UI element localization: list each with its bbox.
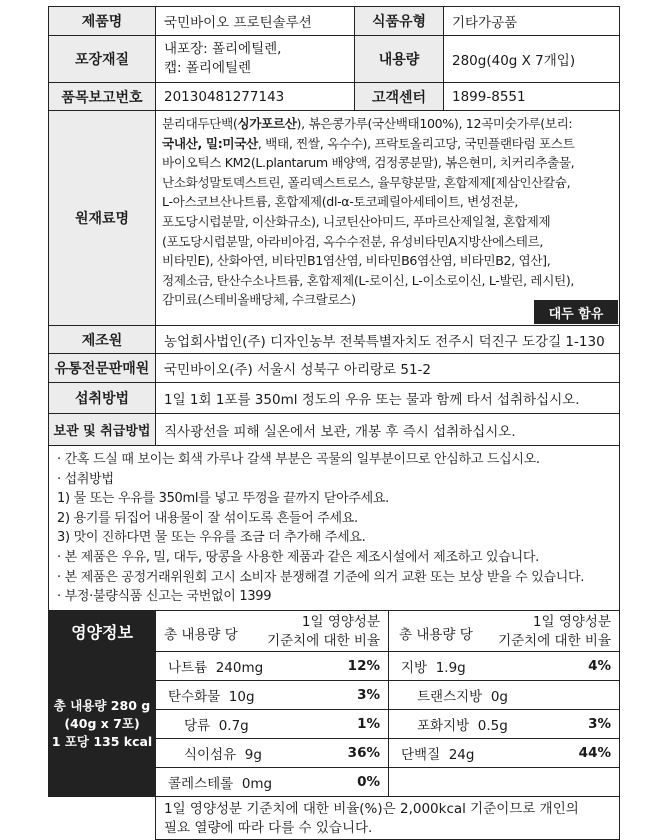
- nutrient-row-trans-fat: [388, 680, 620, 710]
- nutrient-pct: 36%: [347, 745, 380, 761]
- intake-label: 섭취방법: [48, 382, 156, 414]
- nutrient-pct: 3%: [588, 716, 611, 732]
- nutrition-summary: [48, 651, 156, 797]
- nutrient-row-fiber: [155, 738, 389, 768]
- ingredient-line: L-아스코브산나트륨, 혼합제제(dl-α-토코페릴아세테이트, 변성전분,: [162, 194, 518, 210]
- food-type-label: 식품유형: [354, 6, 444, 36]
- header-pct-line2: 기준치에 대한 비율: [498, 633, 611, 649]
- nutrient-pct: 12%: [347, 658, 380, 674]
- nutrient-row-sugars: [155, 709, 389, 739]
- nutrient-name-amount: 탄수화물 10g: [168, 689, 255, 705]
- ingredient-line: 비타민E), 산화아연, 비타민B1염산염, 비타민B6염산염, 비타민B2, 엽산],: [162, 253, 551, 269]
- footnote-line1: 1일 영양성분 기준치에 대한 비율(%)은 2,000kcal 기준이므로 개인의: [164, 801, 579, 817]
- nutrient-name-amount: 트랜스지방 0g: [417, 689, 508, 705]
- product-name-value: 국민바이오 프로틴솔루션: [155, 6, 355, 36]
- nutrient-pct: 1%: [357, 716, 380, 732]
- precautions-notes: [48, 445, 620, 611]
- note-line: · 본 제품은 공정거래위원회 고시 소비자 분쟁해결 기준에 의거 교환 또는 보상 받을 수 있습니다.: [57, 569, 585, 585]
- report-number-label: 품목보고번호: [48, 82, 156, 111]
- nutrient-pct: 0%: [357, 774, 380, 790]
- nutrient-name-amount: 지방 1.9g: [401, 660, 466, 676]
- volume-label: 내용량: [354, 35, 444, 83]
- nutrient-row-protein: [388, 738, 620, 768]
- nutrient-name-amount: 식이섬유 9g: [184, 747, 262, 763]
- customer-center-value: 1899-8551: [443, 82, 620, 111]
- packaging-value: [155, 35, 355, 83]
- ingredients-text: [155, 110, 620, 326]
- ingredient-line: 포도당시럽분말, 이산화규소), 니코틴산아미드, 푸마르산제일철, 혼합제제: [162, 213, 551, 229]
- product-name-label: 제품명: [48, 6, 156, 36]
- header-total-right: 총 내용량 당: [399, 627, 473, 643]
- header-total-left: 총 내용량 당: [164, 627, 238, 643]
- nutrient-name-amount: 당류 0.7g: [184, 718, 249, 734]
- report-number-value: 20130481277143: [155, 82, 355, 111]
- manufacturer-value: 농업회사법인(주) 디자인농부 전북특별자치도 전주시 덕진구 도강길 1-130: [155, 325, 620, 354]
- ingredient-line: 국내산, 밀:미국산, 백태, 찐쌀, 옥수수), 프락토올리고당, 국민플랜타럼 포스트: [162, 135, 575, 151]
- intake-value: 1일 1회 1포를 350ml 정도의 우유 또는 물과 함께 타서 섭취하십시오.: [155, 382, 620, 414]
- nutrient-row-fat: [388, 651, 620, 681]
- note-line: 1) 물 또는 우유를 350ml를 넣고 뚜껑을 끝까지 닫아주세요.: [57, 491, 389, 507]
- nutrition-total: 총 내용량 280 g: [53, 698, 151, 713]
- nutrition-pack: (40g x 7포): [64, 716, 140, 731]
- nutrient-row-sodium: [155, 651, 389, 681]
- nutrient-name-amount: 콜레스테롤 0mg: [168, 776, 273, 792]
- note-line: 3) 맛이 진하다면 물 또는 우유를 조금 더 추가해 주세요.: [57, 530, 366, 546]
- food-type-value: 기타가공품: [443, 6, 620, 36]
- note-line: 2) 용기를 뒤집어 내용물이 잘 섞이도록 흔들어 주세요.: [57, 510, 358, 526]
- volume-value: 280g(40g X 7개입): [443, 35, 620, 83]
- nutrient-row-empty: [388, 767, 620, 797]
- distributor-label: 유통전문판매원: [48, 353, 156, 383]
- packaging-label: 포장재질: [48, 35, 156, 83]
- nutrition-kcal: 1 포당 135 kcal: [51, 734, 153, 749]
- header-pct-line1: 1일 영양성분: [532, 614, 611, 630]
- note-line: · 간혹 드실 때 보이는 회색 가루나 갈색 부분은 곡물의 일부분이므로 안심하고 드십시오.: [57, 452, 540, 467]
- nutrition-footnote: [155, 796, 620, 840]
- ingredient-line: 분리대두단백(싱가포르산), 볶은콩가루(국산백태100%), 12곡미숫가루(보리:: [162, 116, 573, 131]
- product-label-sheet: [48, 6, 620, 836]
- nutrient-name-amount: 나트륨 240mg: [168, 660, 264, 676]
- nutrient-row-cholesterol: [155, 767, 389, 797]
- header-pct-right: [498, 609, 611, 651]
- nutrition-title: 영양정보: [48, 610, 156, 652]
- ingredient-line: (포도당시럽분말, 아라비아검, 옥수수전분, 유성비타민A지방산에스테르,: [162, 233, 544, 249]
- nutrient-pct: 4%: [588, 658, 611, 674]
- ingredient-line: 감미료(스테비올배당체, 수크랄로스): [162, 292, 356, 308]
- ingredient-line: 정제소금, 탄산수소나트륨, 혼합제제(L-로이신, L-이소로이신, L-발린, 레시틴),: [162, 272, 575, 288]
- customer-center-label: 고객센터: [354, 82, 444, 111]
- ingredient-line: 바이오틱스 KM2(L.plantarum 배양액, 검정콩분말), 볶은현미, 치커리추출물,: [162, 155, 575, 171]
- nutrition-header-right: [388, 610, 620, 652]
- allergen-badge: 대두 함유: [534, 300, 618, 324]
- nutrient-row-saturated-fat: [388, 709, 620, 739]
- nutrient-name-amount: 포화지방 0.5g: [417, 718, 508, 734]
- storage-label: 보관 및 취급방법: [48, 413, 156, 446]
- nutrient-row-carbohydrate: [155, 680, 389, 710]
- packaging-inner: 내포장: 폴리에틸렌,: [164, 41, 282, 57]
- nutrient-pct: 3%: [357, 687, 380, 703]
- note-line: · 섭취방법: [57, 471, 114, 487]
- manufacturer-label: 제조원: [48, 325, 156, 354]
- nutrient-name-amount: 단백질 24g: [401, 747, 475, 763]
- distributor-value: 국민바이오(주) 서울시 성북구 아리랑로 51-2: [155, 353, 620, 383]
- ingredients-label: 원재료명: [48, 110, 156, 326]
- note-line: · 부정·불량식품 신고는 국번없이 1399: [57, 589, 272, 605]
- ingredient-line: 난소화성말토덱스트린, 폴리덱스트로스, 율무향분말, 혼합제제[제삼인산칼슘,: [162, 174, 571, 190]
- header-pct-line2: 기준치에 대한 비율: [267, 633, 380, 649]
- packaging-cap: 캡: 폴리에틸렌: [164, 60, 252, 76]
- footnote-line2: 필요 열량에 따라 다를 수 있습니다.: [164, 820, 373, 836]
- nutrient-pct: 44%: [578, 745, 611, 761]
- nutrition-header-left: [155, 610, 389, 652]
- storage-value: 직사광선을 피해 실온에서 보관, 개봉 후 즉시 섭취하십시오.: [155, 413, 620, 446]
- header-pct-line1: 1일 영양성분: [301, 614, 380, 630]
- note-line: · 본 제품은 우유, 밀, 대두, 땅콩을 사용한 제품과 같은 제조시설에서 제조하고 있습니다.: [57, 549, 539, 565]
- header-pct-left: [267, 609, 380, 651]
